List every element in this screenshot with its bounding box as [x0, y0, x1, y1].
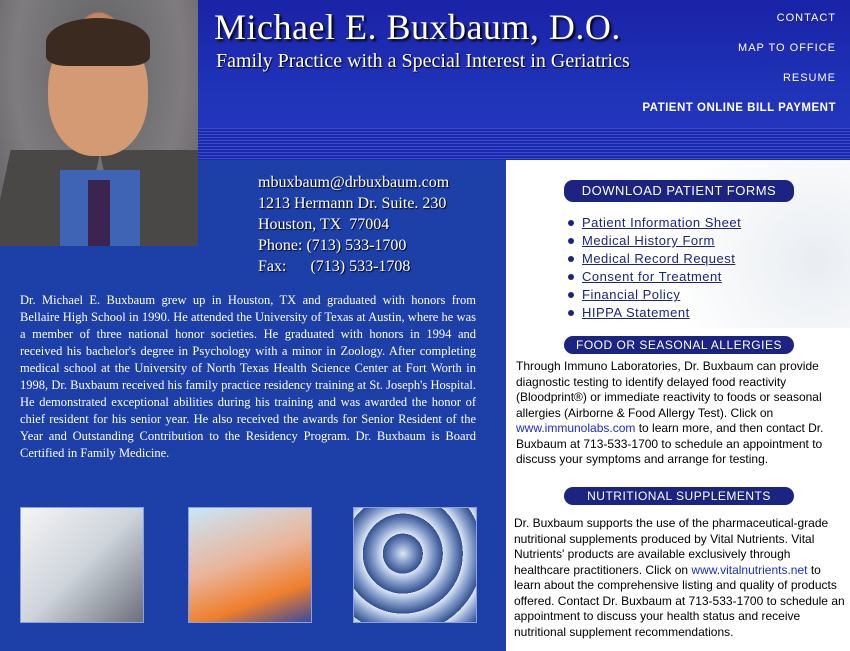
supplements-heading: NUTRITIONAL SUPPLEMENTS — [564, 487, 794, 505]
contact-email: mbuxbaum@drbuxbaum.com — [258, 174, 450, 191]
bio-paragraph: Dr. Michael E. Buxbaum grew up in Houston, TX and graduated with honors from Bellaire High School in 1990. He attended the University of Texas at Austin, where he was a member of three national honor societies. He graduated with honors in 1994 and received his bachelor's degree in Psychology with a minor in Zoology. After completing medical school at the University of North Texas Health Science Center at Fort Worth in 1998, Dr. Buxbaum received his family practice residency training at St. Joseph's Hospital. He demonstrated exceptional abilities during his training and was awarded the honor of chief resident for his senior year. He also received the awards for Senior Resident of the Year and Outstanding Contribution to the Residency Program. Dr. Buxbaum is Board Certified in Family Medicine. — [20, 293, 476, 460]
elderly-couple-image — [188, 507, 312, 623]
form-link-consent[interactable]: Consent for Treatment — [582, 269, 722, 284]
nav-map-link[interactable]: MAP TO OFFICE — [738, 42, 836, 54]
nav-resume-link[interactable]: RESUME — [782, 72, 836, 84]
nav-bill-payment-link[interactable]: PATIENT ONLINE BILL PAYMENT — [642, 102, 836, 114]
nav-contact-link[interactable]: CONTACT — [776, 12, 836, 24]
form-link-hippa[interactable]: HIPPA Statement — [582, 305, 690, 320]
contact-phone: Phone: (713) 533-1700 — [258, 237, 407, 254]
form-link-medical-record-request[interactable]: Medical Record Request — [582, 251, 736, 266]
form-link-financial-policy[interactable]: Financial Policy — [582, 287, 681, 302]
doctor-photo — [0, 0, 198, 246]
allergies-text: Through Immuno Laboratories, Dr. Buxbaum can provide diagnostic testing to identify delayed food reactivity (Bloodprint®) or immediate reactivity to foods or seasonal allergies (Airborne & Food Allergy Test). Click on www.immunolabs.com to learn more, and then contact Dr. Buxbaum at 713-533-1700 to schedule an appointment to discuss your symptoms and arrange for testing. — [516, 359, 824, 466]
page-subtitle: Family Practice with a Special Interest in Geriatrics — [216, 50, 630, 72]
stethoscope-image — [20, 507, 144, 623]
contact-info — [258, 172, 449, 277]
supplements-text: Dr. Buxbaum supports the use of the pharmaceutical-grade nutritional supplements produced by Vital Nutrients. Vital Nutrients' products are available exclusively through healthcare practitioners. Click on www.vitalnutrients.net to learn about the comprehensive listing and quality of products offered. Contact Dr. Buxbaum at 713-533-1700 to schedule an appointment to discuss your health status and receive nutritional supplement recommendations. — [514, 516, 845, 639]
page-title: Michael E. Buxbaum, D.O. — [214, 7, 621, 47]
immunolabs-link[interactable]: www.immunolabs.com — [516, 421, 636, 435]
contact-address-line2: Houston, TX 77004 — [258, 216, 390, 233]
bullet-icon — [568, 238, 574, 244]
contact-address-line1: 1213 Hermann Dr. Suite. 230 — [258, 195, 447, 212]
contact-fax: Fax: (713) 533-1708 — [258, 258, 411, 275]
test-tubes-image — [353, 507, 477, 623]
forms-heading: DOWNLOAD PATIENT FORMS — [564, 180, 794, 202]
header-stripes — [198, 128, 850, 160]
bullet-icon — [568, 220, 574, 226]
allergies-heading: FOOD OR SEASONAL ALLERGIES — [564, 336, 794, 354]
form-link-medical-history[interactable]: Medical History Form — [582, 233, 715, 248]
bullet-icon — [568, 256, 574, 262]
vitalnutrients-link[interactable]: www.vitalnutrients.net — [691, 562, 808, 577]
bullet-icon — [568, 274, 574, 280]
right-panel — [506, 160, 850, 651]
form-link-patient-information[interactable]: Patient Information Sheet — [582, 215, 742, 230]
bullet-icon — [568, 292, 574, 298]
bullet-icon — [568, 310, 574, 316]
